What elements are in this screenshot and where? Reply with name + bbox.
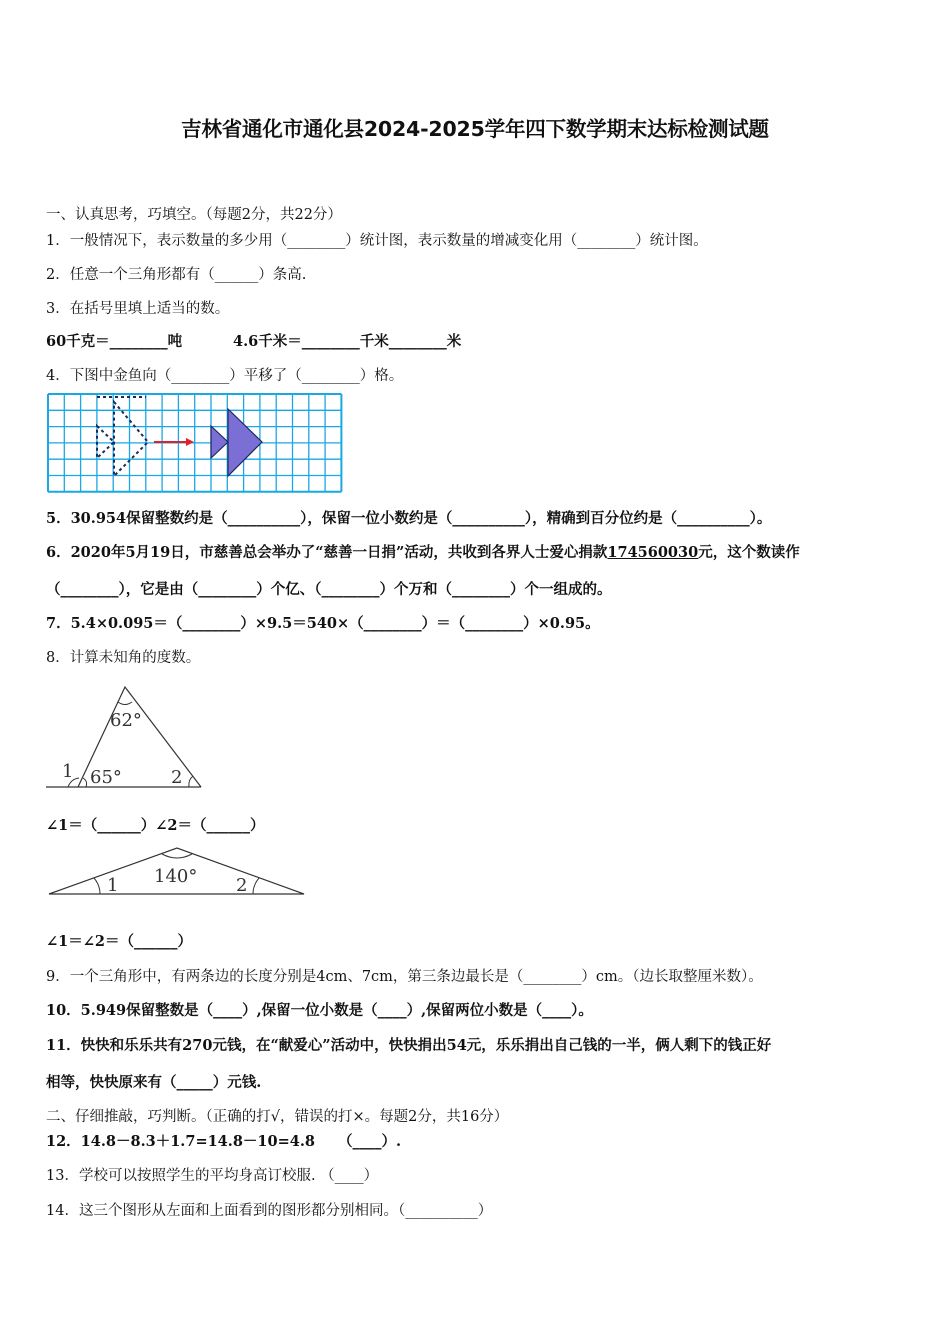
- question-4: 4．下图中金鱼向（________）平移了（________）格。: [46, 368, 404, 384]
- angle-1-label: 1: [62, 761, 74, 782]
- page-title: 吉林省通化市通化县2024-2025学年四下数学期末达标检测试题: [181, 117, 769, 141]
- question-7: 7．5.4×0.095＝（________）×9.5＝540×（________）＝（________）×0.95。: [46, 615, 600, 632]
- question-14: 14．这三个图形从左面和上面看到的图形都分别相同。（__________）: [46, 1203, 493, 1219]
- goldfish-shape: [211, 409, 262, 476]
- question-1: 1．一般情况下，表示数量的多少用（________）统计图，表示数量的增减变化用（________）统计图。: [46, 233, 708, 249]
- question-10: 10．5.949保留整数是（____）,保留一位小数是（____）,保留两位小数是（____）。: [46, 1002, 593, 1019]
- question-11: 11．快快和乐乐共有270元钱，在“献爱心”活动中，快快捐出54元，乐乐捐出自己钱的一半，俩人剩下的钱正好: [46, 1037, 772, 1054]
- fish-grid-figure: [46, 392, 346, 496]
- dashed-fish-outline: [97, 397, 148, 476]
- question-8: 8．计算未知角的度数。: [46, 650, 201, 666]
- angle-140-label: 140°: [154, 866, 198, 887]
- section-1-heading: 一、认真思考，巧填空。（每题2分，共22分）: [46, 207, 342, 223]
- question-5: 5．30.954保留整数约是（__________），保留一位小数约是（__________），精确到百分位约是（__________）。: [46, 510, 772, 527]
- grid-lines: [48, 394, 341, 492]
- triangle-figure-2: [46, 846, 308, 896]
- section-2-heading: 二、仔细推敲，巧判断。（正确的打√，错误的打×。每题2分，共16分）: [46, 1109, 509, 1125]
- question-9: 9．一个三角形中，有两条边的长度分别是4cm、7cm，第三条边最长是（________）cm。（边长取整厘米数）。: [46, 969, 763, 985]
- angle-2-label: 2: [236, 875, 248, 896]
- question-8-answer-a: ∠1＝（______）∠2＝（______）: [46, 817, 265, 834]
- question-12-blank: （____）.: [338, 1133, 402, 1150]
- question-3-part-a: 60千克＝________吨: [46, 333, 183, 350]
- question-12: 12．14.8－8.3＋1.7=14.8－10=4.8: [46, 1133, 315, 1150]
- question-3: 3．在括号里填上适当的数。: [46, 301, 230, 317]
- question-6-continued: （________），它是由（________）个亿、（________）个万和（________）个一组成的。: [46, 581, 612, 598]
- angle-65-label: 65°: [90, 767, 122, 788]
- arrow-right-icon: [154, 438, 194, 446]
- question-11-continued: 相等，快快原来有（_____）元钱.: [46, 1074, 262, 1091]
- angle-1-label: 1: [107, 875, 119, 896]
- question-3-part-b: 4.6千米＝________千米________米: [233, 333, 462, 350]
- angle-top-label: 62°: [110, 710, 142, 731]
- question-2: 2．任意一个三角形都有（______）条高.: [46, 267, 307, 283]
- donation-amount: 174560030: [607, 544, 699, 561]
- triangle-figure-1: [46, 684, 206, 790]
- question-6: 6．2020年5月19日，市慈善总会举办了“慈善一日捐”活动，共收到各界人士爱心捐款174560030元，这个数读作: [46, 544, 800, 561]
- angle-2-label: 2: [171, 767, 183, 788]
- question-8-answer-b: ∠1＝∠2＝（______）: [46, 933, 192, 950]
- question-13: 13．学校可以按照学生的平均身高订校服. （____）: [46, 1168, 379, 1184]
